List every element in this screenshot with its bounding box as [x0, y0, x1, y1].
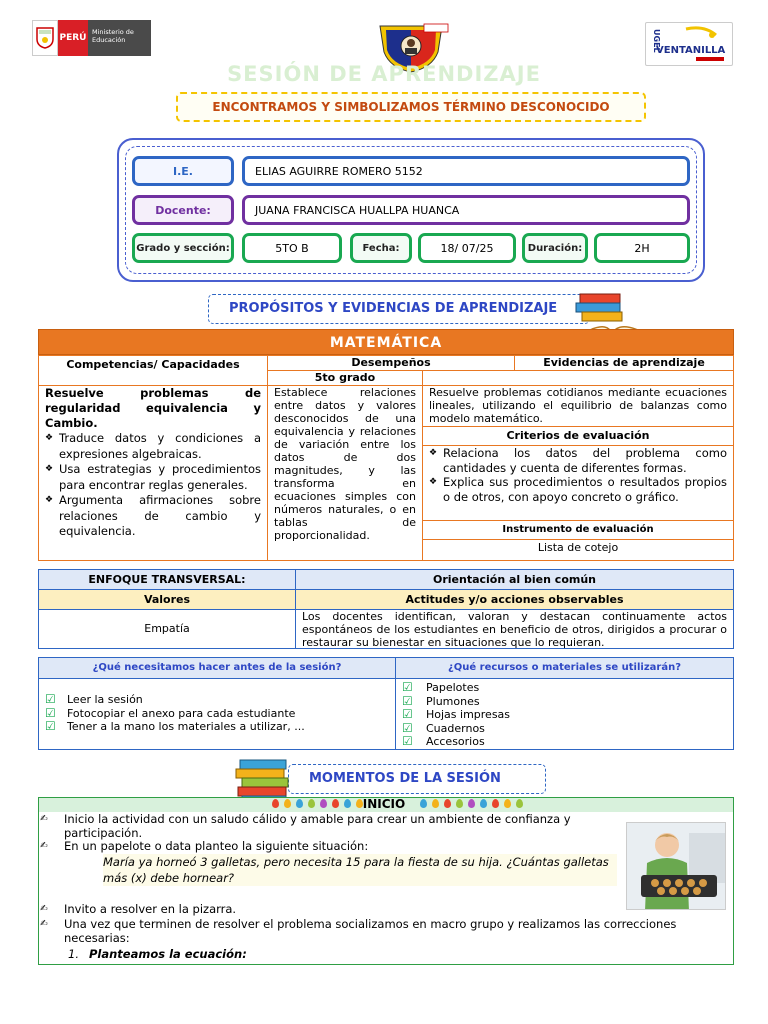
- momentos-heading: MOMENTOS DE LA SESIÓN: [288, 764, 546, 794]
- valores-label: Valores: [38, 589, 296, 610]
- checklist-item: ☑ Leer la sesión: [45, 693, 395, 707]
- before-session-heading: ¿Qué necesitamos hacer antes de la sesión?: [38, 657, 396, 679]
- resources-cell: [395, 678, 734, 750]
- enfoque-label: ENFOQUE TRANSVERSAL:: [38, 569, 296, 590]
- instrumento-value: Lista de cotejo: [422, 539, 734, 561]
- criterios-list: [429, 446, 727, 504]
- confetti-right-icon: [420, 799, 523, 811]
- fecha-label: Fecha:: [350, 233, 412, 263]
- session-topic: ENCONTRAMOS Y SIMBOLIZAMOS TÉRMINO DESCONOCIDO: [176, 92, 646, 122]
- list-item: ❖ Usa estrategias y procedimientos para encontrar reglas generales.: [45, 462, 261, 493]
- criterios-heading: Criterios de evaluación: [422, 426, 734, 446]
- before-session-list: [45, 693, 395, 734]
- confetti-left-icon: [272, 799, 363, 811]
- ugel-label: UGEL: [652, 29, 661, 53]
- capacidades-list: [45, 431, 261, 540]
- valor-empatia: Empatía: [38, 609, 296, 649]
- evidencias-spacer: [422, 370, 734, 386]
- checklist-item: ☑ Plumones: [402, 695, 733, 709]
- step-text: Planteamos la ecuación:: [88, 947, 247, 961]
- ugel-name: VENTANILLA: [656, 45, 726, 56]
- writing-hand-icon: ✍: [40, 919, 48, 929]
- minedu-name: Ministerio de Educación: [88, 20, 151, 56]
- list-item: ❖ Traduce datos y condiciones a expresiones algebraicas.: [45, 431, 261, 462]
- docente-label: Docente:: [132, 195, 234, 225]
- actitudes-label: Actitudes y/o acciones observables: [295, 589, 734, 610]
- checklist-item: ☑ Fotocopiar el anexo para cada estudiante: [45, 707, 395, 721]
- inicio-item-3: ✍ Invito a resolver en la pizarra.: [40, 902, 237, 916]
- child-baking-photo: [626, 822, 726, 910]
- ie-field[interactable]: ELIAS AGUIRRE ROMERO 5152: [242, 156, 690, 186]
- grado-field[interactable]: 5TO B: [242, 233, 342, 263]
- before-session-cell: [38, 678, 396, 750]
- minedu-country: PERÚ: [58, 20, 88, 56]
- grade-label: 5to grado: [267, 370, 423, 386]
- instrumento-heading: Instrumento de evaluación: [422, 520, 734, 540]
- resources-heading: ¿Qué recursos o materiales se utilizarán?: [395, 657, 734, 679]
- list-item: ❖ Relaciona los datos del problema como cantidades y cuenta de diferentes formas.: [429, 446, 727, 475]
- step-1: [68, 948, 468, 962]
- col-desempenos: Desempeños: [267, 355, 515, 371]
- col-competencias: Competencias/ Capacidades: [38, 355, 268, 386]
- inicio-item-2: ✍ En un papelote o data planteo la siguiente situación:: [40, 839, 369, 853]
- page-title: SESIÓN DE APRENDIZAJE: [227, 62, 541, 86]
- peru-shield-icon: [32, 20, 58, 56]
- ugel-logo: [645, 22, 733, 66]
- fecha-field[interactable]: 18/ 07/25: [418, 233, 516, 263]
- duracion-label: Duración:: [522, 233, 588, 263]
- inicio-label: INICIO: [362, 797, 406, 811]
- competencia-text: Resuelve problemas de regularidad equivalencia y Cambio.: [45, 386, 261, 430]
- inicio-item-1: ✍ Inicio la actividad con un saludo cálido y amable para crear un ambiente de confianza y participación.: [40, 812, 571, 840]
- col-evidencias: Evidencias de aprendizaje: [514, 355, 734, 371]
- checklist-item: ☑ Cuadernos: [402, 722, 733, 736]
- docente-field[interactable]: JUANA FRANCISCA HUALLPA HUANCA: [242, 195, 690, 225]
- writing-hand-icon: ✍: [40, 841, 48, 851]
- inicio-item-4: ✍ Una vez que terminen de resolver el problema socializamos en macro grupo y realizamos las correcciones necesarias:: [40, 917, 677, 945]
- area-title: MATEMÁTICA: [38, 329, 734, 355]
- enfoque-value: Orientación al bien común: [295, 569, 734, 590]
- writing-hand-icon: ✍: [40, 904, 48, 914]
- desempeno-text: Establece relaciones entre datos y valores desconocidos de una equivalencia y relaciones de variación entre los datos de dos magnitudes, y las transforma en ecuaciones simples con números naturales, o en tablas de proporcionalidad.: [267, 385, 423, 561]
- grado-label: Grado y sección:: [132, 233, 234, 263]
- purposes-heading: PROPÓSITOS Y EVIDENCIAS DE APRENDIZAJE: [208, 294, 590, 324]
- evidencia-text: Resuelve problemas cotidianos mediante ecuaciones lineales, utilizando el equilibrio de balanzas como modelo matemático.: [422, 385, 734, 427]
- criterios-cell: [422, 445, 734, 521]
- actitud-text: Los docentes identifican, valoran y destacan continuamente actos espontáneos de los estudiantes en beneficio de otros, dirigidos a procurar o restaurar su bienestar en situaciones que lo requieran.: [295, 609, 734, 649]
- minedu-logo: [32, 20, 151, 56]
- resources-list: [402, 681, 733, 749]
- list-item: ❖ Explica sus procedimientos o resultados propios o de otros, con apoyo concreto o gráfico.: [429, 475, 727, 504]
- checklist-item: ☑ Tener a la mano los materiales a utilizar, ...: [45, 720, 395, 734]
- step-number: 1.: [68, 947, 79, 961]
- list-item: ❖ Argumenta afirmaciones sobre relaciones de cambio y equivalencia.: [45, 493, 261, 540]
- checklist-item: ☑ Accesorios: [402, 735, 733, 749]
- checklist-item: ☑ Papelotes: [402, 681, 733, 695]
- competencias-cell: [38, 385, 268, 561]
- problem-situation: María ya horneó 3 galletas, pero necesita 15 para la fiesta de su hija. ¿Cuántas galletas más (x) debe hornear?: [103, 854, 617, 886]
- duracion-field[interactable]: 2H: [594, 233, 690, 263]
- writing-hand-icon: ✍: [40, 814, 48, 824]
- ie-label: I.E.: [132, 156, 234, 186]
- checklist-item: ☑ Hojas impresas: [402, 708, 733, 722]
